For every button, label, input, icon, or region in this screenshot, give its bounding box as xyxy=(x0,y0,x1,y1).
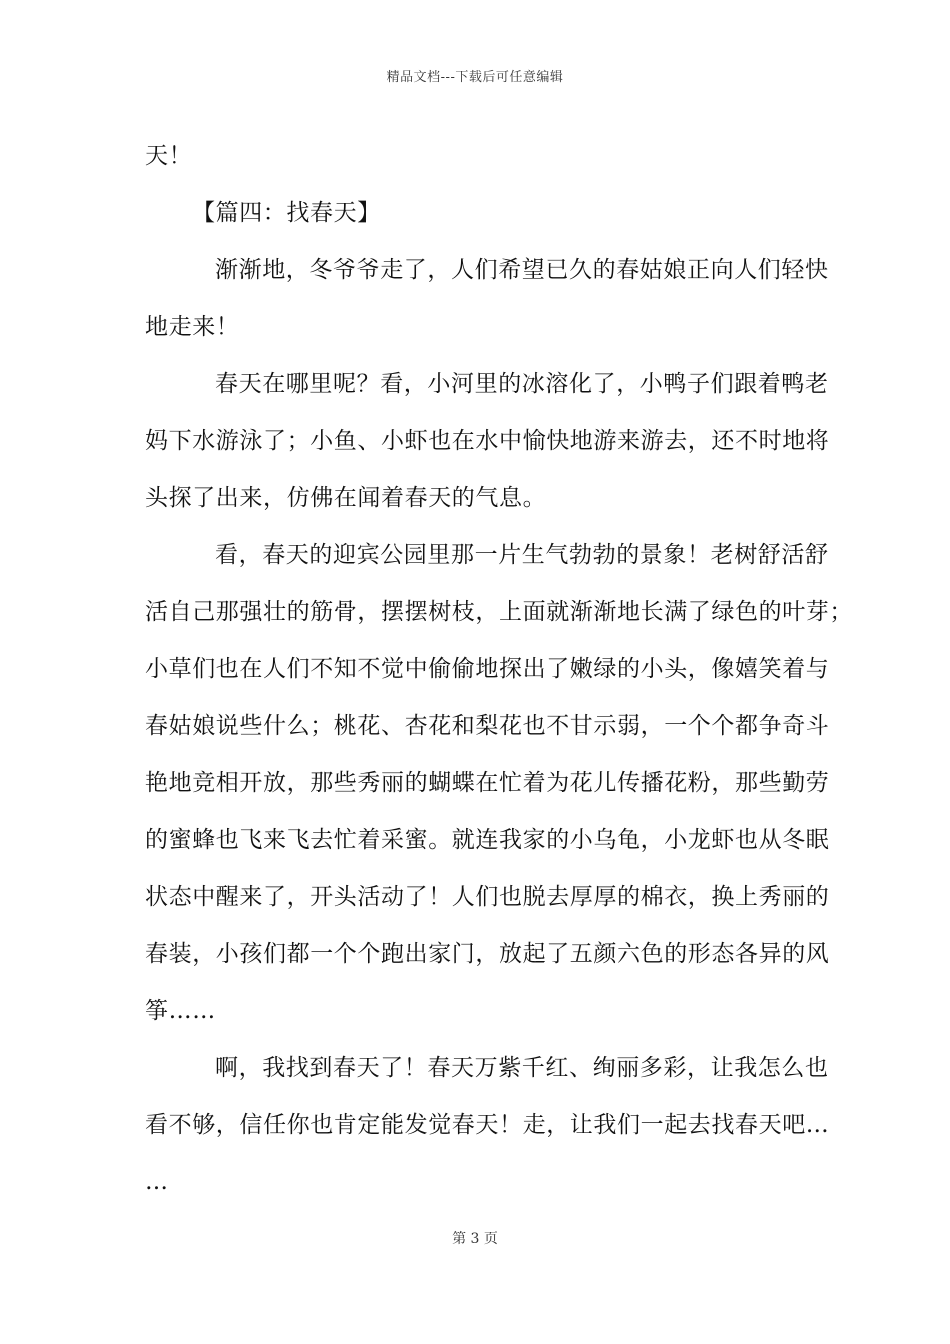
document-body xyxy=(145,128,853,1211)
paragraph-2-line-3: 头探了出来，仿佛在闻着春天的气息。 xyxy=(145,485,547,511)
page-header: 精品文档---下载后可任意编辑 xyxy=(386,70,564,85)
paragraph-1-line-1: 渐渐地，冬爷爷走了，人们希望已久的春姑娘正向人们轻快 xyxy=(215,257,829,283)
paragraph-3-line-3: 小草们也在人们不知不觉中偷偷地探出了嫩绿的小头，像嬉笑着与 xyxy=(145,656,830,682)
paragraph-3-line-4: 春姑娘说些什么；桃花、杏花和梨花也不甘示弱，一个个都争奇斗 xyxy=(145,713,830,739)
paragraph-3-line-9: 筝…… xyxy=(145,998,216,1024)
paragraph-3-line-2: 活自己那强壮的筋骨，摆摆树枝，上面就渐渐地长满了绿色的叶芽； xyxy=(145,599,853,625)
paragraph-4-line-2: 看不够，信任你也肯定能发觉春天！走，让我们一起去找春天吧… xyxy=(145,1112,830,1138)
paragraph-2-line-1: 春天在哪里呢？看，小河里的冰溶化了，小鸭子们跟着鸭老 xyxy=(215,371,829,397)
section-heading: 【篇四：找春天】 xyxy=(192,200,381,226)
paragraph-3-line-1: 看，春天的迎宾公园里那一片生气勃勃的景象！老树舒活舒 xyxy=(215,542,829,568)
paragraph-2-line-2: 妈下水游泳了；小鱼、小虾也在水中愉快地游来游去，还不时地将 xyxy=(145,428,830,454)
paragraph-1-line-2: 地走来！ xyxy=(145,314,240,340)
page-number: 第 3 页 xyxy=(452,1231,498,1247)
paragraph-4-line-3: … xyxy=(145,1169,169,1195)
text-line: 天！ xyxy=(145,143,193,169)
paragraph-3-line-6: 的蜜蜂也飞来飞去忙着采蜜。就连我家的小乌龟，小龙虾也从冬眠 xyxy=(145,827,830,853)
paragraph-3-line-7: 状态中醒来了，开头活动了！人们也脱去厚厚的棉衣，换上秀丽的 xyxy=(145,884,830,910)
paragraph-3-line-5: 艳地竞相开放，那些秀丽的蝴蝶在忙着为花儿传播花粉，那些勤劳 xyxy=(145,770,830,796)
paragraph-3-line-8: 春装，小孩们都一个个跑出家门，放起了五颜六色的形态各异的风 xyxy=(145,941,830,967)
paragraph-4-line-1: 啊，我找到春天了！春天万紫千红、绚丽多彩，让我怎么也 xyxy=(215,1055,829,1081)
